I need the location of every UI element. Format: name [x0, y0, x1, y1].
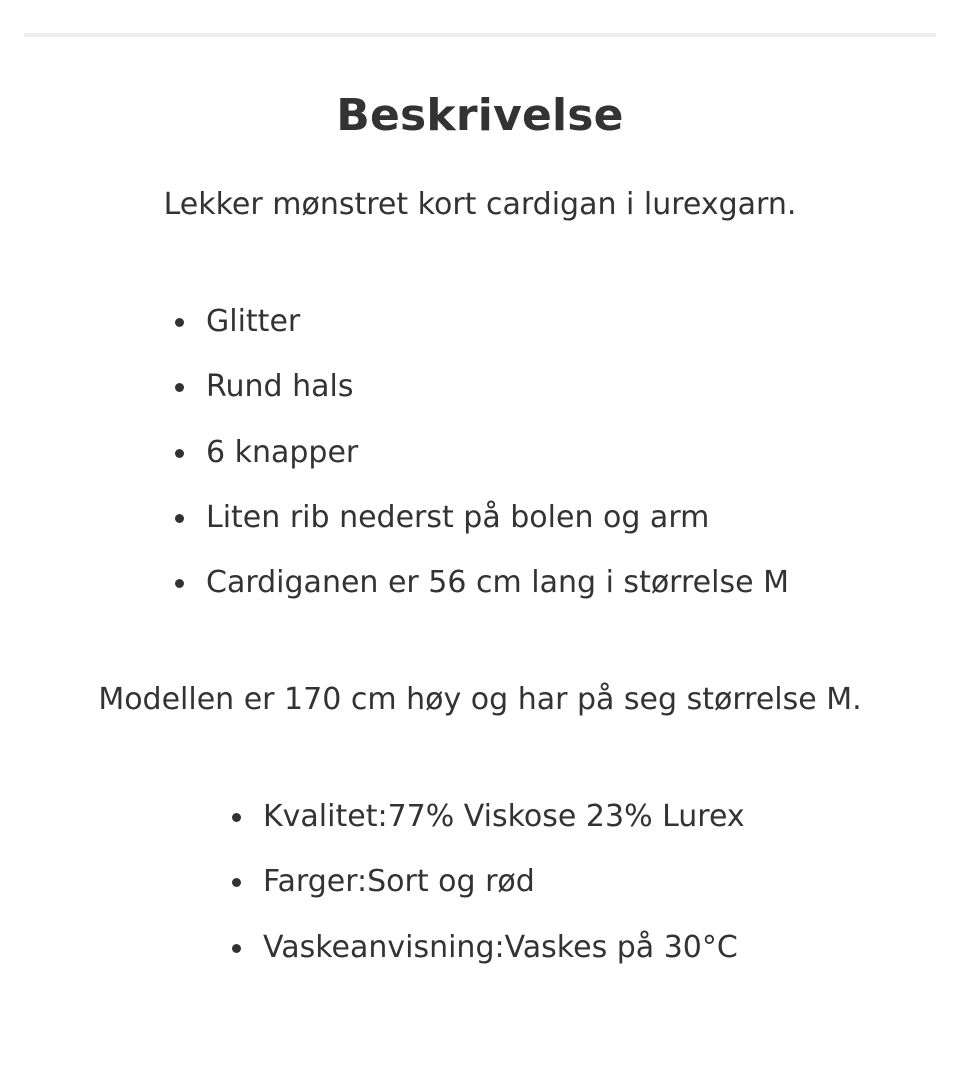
- product-intro: Lekker mønstret kort cardigan i lurexgarn.: [163, 187, 797, 222]
- section-divider: [24, 33, 936, 37]
- bullet-icon: [232, 944, 241, 953]
- bullet-icon: [232, 878, 241, 887]
- list-item: [263, 928, 745, 993]
- list-item-text: Rund hals: [206, 369, 354, 405]
- bullet-icon: [175, 318, 184, 327]
- bullet-icon: [175, 514, 184, 523]
- list-item-text: 6 knapper: [206, 434, 359, 470]
- bullet-icon: [232, 813, 241, 822]
- list-item: [206, 433, 789, 498]
- list-item-text: Kvalitet:77% Viskose 23% Lurex: [263, 799, 745, 834]
- list-item: [206, 563, 789, 628]
- list-item-text: Vaskeanvisning:Vaskes på 30°C: [263, 929, 738, 965]
- list-item-text: Farger:Sort og rød: [263, 864, 535, 900]
- bullet-icon: [175, 579, 184, 588]
- bullet-icon: [175, 449, 184, 458]
- features-list: [206, 302, 789, 628]
- model-info: Modellen er 170 cm høy og har på seg størrelse M.: [98, 682, 862, 717]
- list-item-text: Liten rib nederst på bolen og arm: [206, 499, 710, 535]
- bullet-icon: [175, 383, 184, 392]
- list-item-text: Cardiganen er 56 cm lang i størrelse M: [206, 565, 789, 601]
- list-item: [206, 367, 789, 432]
- list-item: [206, 302, 789, 367]
- list-item: [263, 862, 745, 927]
- list-item-text: Glitter: [206, 304, 301, 339]
- list-item: [263, 797, 745, 862]
- list-item: [206, 498, 789, 563]
- specs-list: [263, 797, 745, 993]
- section-title: Beskrivelse: [336, 90, 624, 141]
